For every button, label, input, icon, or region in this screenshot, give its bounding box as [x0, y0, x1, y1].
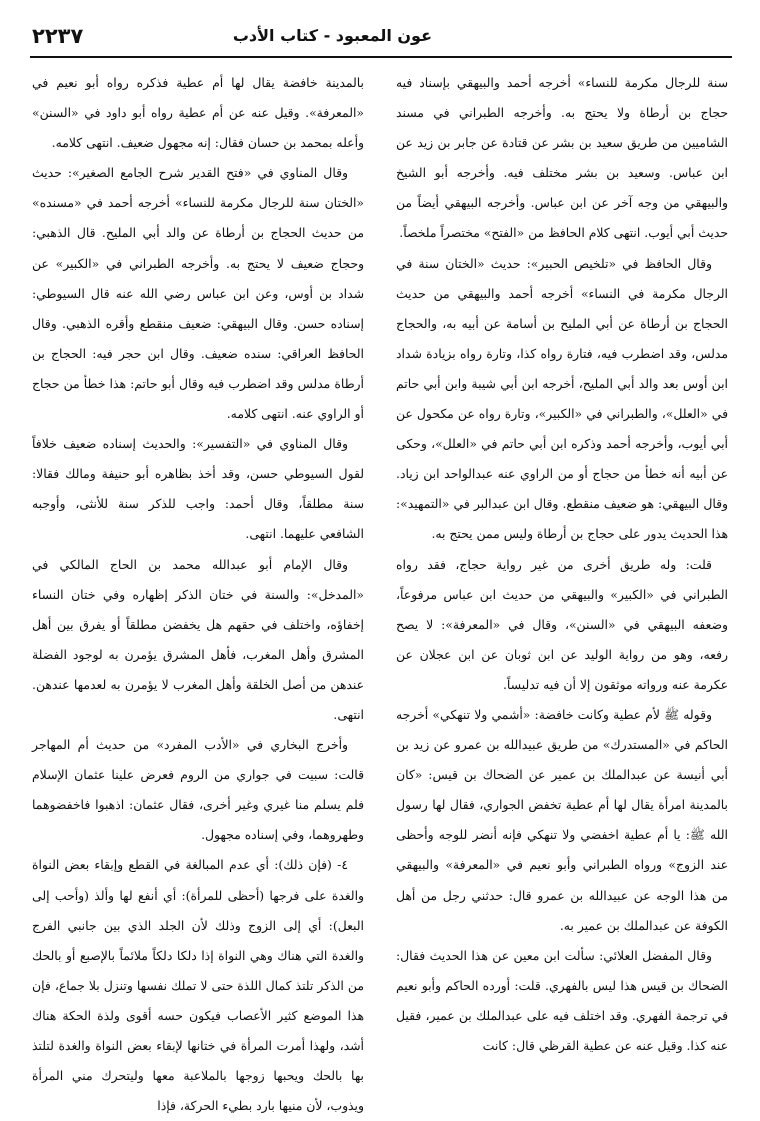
paragraph: وقوله ﷺ لأم عطية وكانت خافضة: «أشمي ولا تنهكي» أخرجه الحاكم في «المستدرك» من طريق عبيدالله بن عمرو عن زيد بن أبي أنيسة عن عبدالملك بن عمير عن الضحاك بن قيس: «كان بالمدينة امرأة يقال لها أم عطية تخفض الجواري، فقال لها رسول الله ﷺ: يا أم عطية اخفضي ولا تنهكي فإنه أنضر للوجه وأحظى عند الزوج» ورواه الطبراني وأبو نعيم في «المعرفة» والبيهقي من هذا الوجه عن عبيدالله بن عمرو قال: حدثني رجل من أهل الكوفة عن عبدالملك بن عمير به. [396, 706, 728, 933]
paragraph: قلت: وله طريق أخرى من غير رواية حجاج، فقد رواه الطبراني في «الكبير» والبيهقي من حديث ابن عباس مرفوعاً، وضعفه البيهقي في «السنن»، وقال في «المعرفة»: لا يصح رفعه، وهو من رواية الوليد عن ابن ثوبان عن ابن عجلان عن عكرمة عنه ورواته موثقون إلا أن فيه تدليساً. [396, 556, 728, 692]
header-rule [30, 56, 732, 58]
paragraph: وقال الإمام أبو عبدالله محمد بن الحاج المالكي في «المدخل»: والسنة في ختان الذكر إظهاره وفي ختان النساء إخفاؤه، واختلف في حقهم هل يخفضن مطلقاً أو يفرق بين أهل المشرق وأهل المغرب، فأهل المشرق يؤمرن به لوجود الفضلة عندهن من أصل الخلقة وأهل المغرب لا يؤمرن به لعدمها عندهن. انتهى. [32, 556, 364, 722]
right-column [396, 68, 728, 1078]
running-title: عون المعبود - كتاب الأدب [232, 26, 432, 45]
paragraph: وقال المناوي في «التفسير»: والحديث إسناده ضعيف خلافاً لقول السيوطي حسن، وقد أخذ بظاهره أبو حنيفة ومالك فقالا: سنة مطلقاً، وقال أحمد: واجب للذكر سنة للأنثى، وأوجبه الشافعي عليهما. انتهى. [32, 436, 364, 542]
paragraph: ٤- (فإن ذلك): أي عدم المبالغة في القطع وإبقاء بعض النواة والغدة على فرجها (أحظى للمرأة): أي أنفع لها وألذ (وأحب إلى البعل): أي إلى الزوج وذلك لأن الجلد الذي بين جانبي الفرج والغدة التي هناك وهي النواة إذا دلكا دلكاً ملائماً بالإصبع أو بالحك من الذكر تلتذ كمال اللذة حتى لا تملك نفسها وتنزل بلا جماع، فإن هذا الموضع كثير الأعصاب فيكون حسه أقوى ولذة الحكة هناك أشد، ولهذا أمرت المرأة في ختانها لإبقاء بعض النواة والغدة لتلتذ بها بالحك ويحبها زوجها بالملاعبة معها وليتحرك مني المرأة ويذوب، لأن منيها بارد بطيء الحركة، فإذا [32, 857, 364, 1114]
text-body [32, 68, 728, 1114]
page-header [32, 24, 728, 50]
paragraph: وأخرج البخاري في «الأدب المفرد» من حديث أم المهاجر قالت: سبيت في جواري من الروم فعرض علينا عثمان الإسلام فلم يسلم منا غيري وغير أخرى، فقال عثمان: اذهبوا فاخفضوهما وطهروهما، وفي إسناده مجهول. [32, 737, 364, 843]
page-number: ٢٢٣٧ [32, 24, 84, 48]
paragraph: بالمدينة خافضة يقال لها أم عطية فذكره رواه أبو نعيم في «المعرفة». وقيل عنه عن أم عطية رواه أبو داود في «السنن» وأعله بمحمد بن حسان فقال: إنه مجهول ضعيف. انتهى كلامه. [32, 75, 364, 151]
paragraph: سنة للرجال مكرمة للنساء» أخرجه أحمد والبيهقي بإسناد فيه حجاج بن أرطاة ولا يحتج به. وأخرجه الطبراني في مسند الشاميين من طريق سعيد بن بشر عن قتادة عن جابر بن زيد عن ابن عباس. وسعيد بن بشر مختلف فيه. وأخرجه أبو الشيخ والبيهقي من وجه آخر عن ابن عباس. وأخرجه البيهقي أيضاً من حديث أبي أيوب. انتهى كلام الحافظ من «الفتح» مختصراً ملخصاً. [396, 75, 728, 241]
paragraph: وقال المفضل العلائي: سألت ابن معين عن هذا الحديث فقال: الضحاك بن قيس هذا ليس بالفهري. قلت: أورده الحاكم وأبو نعيم في ترجمة الفهري. وقد اختلف فيه على عبدالملك بن عمير، فقيل عنه كذا. وقيل عنه عن عطية القرظي قال: كانت [396, 947, 728, 1053]
paragraph: وقال المناوي في «فتح القدير شرح الجامع الصغير»: حديث «الختان سنة للرجال مكرمة للنساء» أخرجه أحمد في «مسنده» من حديث الحجاج بن أرطاة عن والد أبي المليح. قال الذهبي: وحجاج ضعيف لا يحتج به. وأخرجه الطبراني في «الكبير» عن شداد بن أوس، وعن ابن عباس رضي الله عنه قال السيوطي: إسناده حسن. وقال البيهقي: ضعيف منقطع وأقره الذهبي. وقال الحافظ العراقي: سنده ضعيف. وقال ابن حجر فيه: الحجاج بن أرطاة مدلس وقد اضطرب فيه وقال أبو حاتم: هذا خطأ من حجاج أو الراوي عنه. انتهى كلامه. [32, 165, 364, 422]
left-column [32, 68, 364, 1114]
paragraph: وقال الحافظ في «تلخيص الحبير»: حديث «الختان سنة في الرجال مكرمة في النساء» أخرجه أحمد والبيهقي من حديث الحجاج بن أرطاة عن أبي المليح بن أسامة عن أبيه به، والحجاج مدلس، وقد اضطرب فيه، فتارة رواه كذا، وتارة رواه بزيادة شداد ابن أوس بعد والد أبي المليح، أخرجه ابن أبي شيبة وابن أبي حاتم في «العلل»، والطبراني في «الكبير»، وتارة رواه عن مكحول عن أبي أيوب، وأخرجه أحمد وذكره ابن أبي حاتم في «العلل»، وحكى عن أبيه أنه خطأ من حجاج أو من الراوي عنه عبدالواحد ابن زياد. وقال البيهقي: هو ضعيف منقطع. وقال ابن عبدالبر في «التمهيد»: هذا الحديث يدور على حجاج بن أرطاة وليس ممن يحتج به. [396, 255, 728, 542]
